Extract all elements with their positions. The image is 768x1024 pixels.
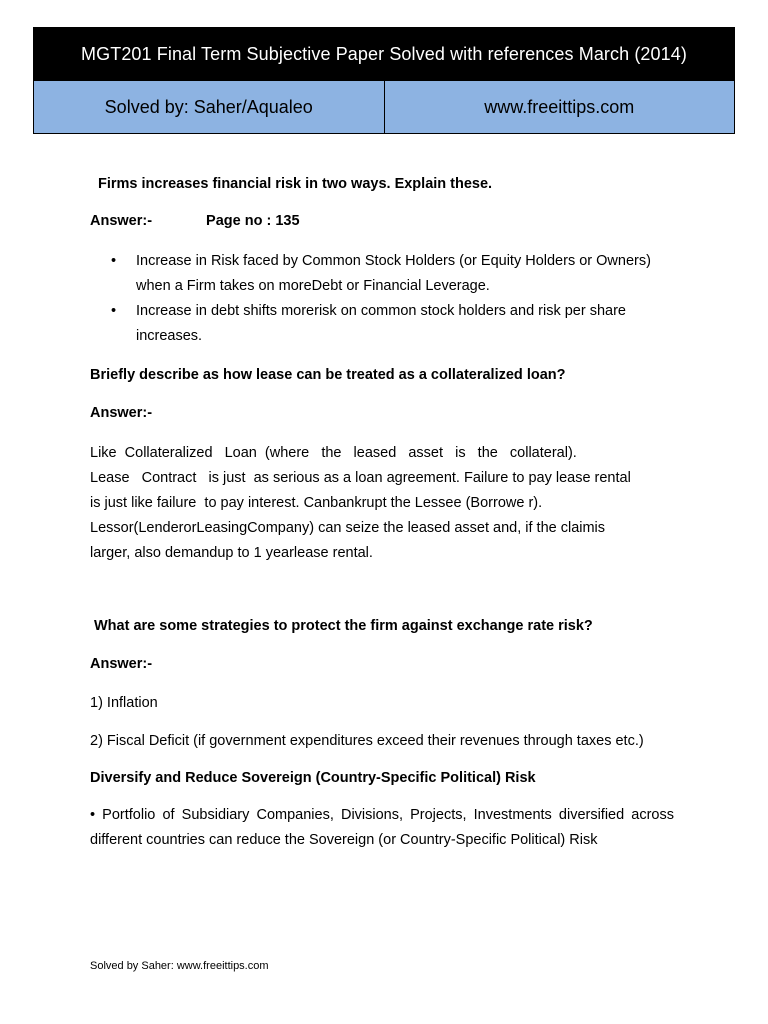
answer-3-label: Answer:- xyxy=(90,655,153,672)
paragraph-line: larger, also demandup to 1 yearlease rental. xyxy=(90,544,373,561)
answer-3-item-1: 1) Inflation xyxy=(90,695,158,711)
bullet-item: • Increase in Risk faced by Common Stock Holders (or Equity Holders or Owners) when a Firm takes on moreDebt or Financial Leverage. xyxy=(136,249,674,299)
paragraph-line: Lessor(LenderorLeasingCompany) can seize the leased asset and, if the claimis xyxy=(90,519,606,536)
question-1: Firms increases financial risk in two ways. Explain these. xyxy=(98,176,493,192)
page-reference: Page no : 135 xyxy=(206,213,300,229)
document-body xyxy=(90,172,674,853)
answer-3-subheading: Diversify and Reduce Sovereign (Country-Specific Political) Risk xyxy=(90,770,536,786)
paragraph-line: Like Collateralized Loan (where the leased asset is the collateral). xyxy=(90,444,577,461)
answer-label: Answer:- xyxy=(90,213,153,229)
website-cell: www.freeittips.com xyxy=(384,81,735,133)
question-3: What are some strategies to protect the firm against exchange rate risk? xyxy=(94,617,593,634)
solved-by-cell: Solved by: Saher/Aqualeo xyxy=(104,96,313,117)
answer-3-item-2: 2) Fiscal Deficit (if government expenditures exceed their revenues through taxes etc.) xyxy=(90,733,644,749)
page-footer: Solved by Saher: www.freeittips.com xyxy=(90,960,269,972)
answer-2-label: Answer:- xyxy=(90,405,153,421)
header-info-row xyxy=(34,81,734,133)
question-2: Briefly describe as how lease can be treated as a collateralized loan? xyxy=(90,367,566,383)
answer-2-paragraph xyxy=(90,441,674,566)
answer-1-bullets xyxy=(90,249,674,349)
paragraph-line: Lease Contract is just as serious as a loan agreement. Failure to pay lease rental xyxy=(90,469,631,486)
answer-1-label xyxy=(90,209,674,234)
paragraph-line: is just like failure to pay interest. Canbankrupt the Lessee (Borrowe r). xyxy=(90,494,543,511)
header-table xyxy=(33,27,735,134)
bullet-item: • Increase in debt shifts morerisk on common stock holders and risk per share increases. xyxy=(136,299,674,349)
answer-3-paragraph: • Portfolio of Subsidiary Companies, Divisions, Projects, Investments diversified across different countries can reduce the Sovereign (or Country-Specific Political) Risk xyxy=(90,807,674,848)
document-title: MGT201 Final Term Subjective Paper Solved with references March (2014) xyxy=(34,28,734,81)
